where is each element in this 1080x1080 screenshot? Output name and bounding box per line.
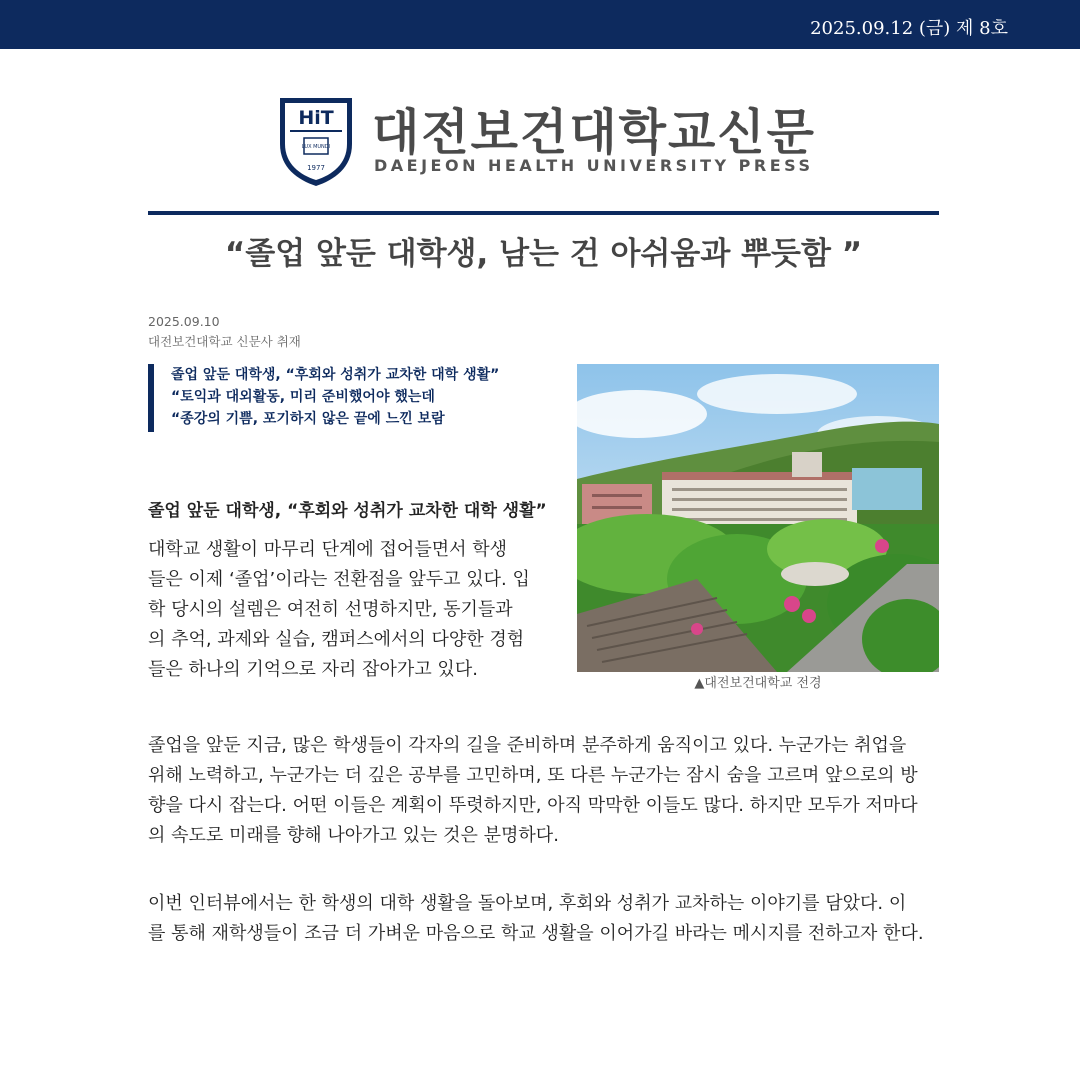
summary-line: “종강의 기쁨, 포기하지 않은 끝에 느낀 보람 bbox=[171, 411, 445, 427]
university-shield-logo bbox=[276, 94, 356, 188]
paragraph-line: 의 속도로 미래를 향해 나아가고 있는 것은 분명하다. bbox=[148, 825, 559, 846]
article-headline: “졸업 앞둔 대학생, 남는 건 아쉬움과 뿌듯함 ” bbox=[224, 236, 863, 272]
logo-motto: LUX MUNDI bbox=[301, 144, 331, 150]
top-bar bbox=[0, 0, 1080, 49]
paragraph-line: 들은 이제 ‘졸업’이라는 전환점을 앞두고 있다. 입 bbox=[148, 569, 530, 590]
paper-subtitle: DAEJEON HEALTH UNIVERSITY PRESS bbox=[374, 156, 814, 175]
logo-text: HiT bbox=[298, 107, 334, 129]
body-paragraph-1 bbox=[148, 535, 548, 685]
paragraph-line: 위해 노력하고, 누군가는 더 깊은 공부를 고민하며, 또 다른 누군가는 잠시 숨을 고르며 앞으로의 방 bbox=[148, 765, 918, 786]
summary-line: “토익과 대외활동, 미리 준비했어야 했는데 bbox=[171, 389, 435, 405]
article-source: 대전보건대학교 신문사 취재 bbox=[148, 334, 301, 349]
paragraph-line: 의 추억, 과제와 실습, 캠퍼스에서의 다양한 경험 bbox=[148, 629, 525, 650]
paragraph-line: 들은 하나의 기억으로 자리 잡아가고 있다. bbox=[148, 659, 478, 680]
paragraph-line: 졸업을 앞둔 지금, 많은 학생들이 각자의 길을 준비하며 분주하게 움직이고 있다. 누군가는 취업을 bbox=[148, 735, 907, 756]
paragraph-line: 대학교 생활이 마무리 단계에 접어들면서 학생 bbox=[148, 539, 507, 560]
photo-caption: ▲대전보건대학교 전경 bbox=[694, 676, 822, 691]
campus-photo-illustration bbox=[577, 364, 939, 672]
paragraph-line: 향을 다시 잡는다. 어떤 이들은 계획이 뚜렷하지만, 아직 막막한 이들도 많다. 하지만 모두가 저마다 bbox=[148, 795, 918, 816]
body-paragraph-3 bbox=[148, 889, 943, 949]
summary-box bbox=[148, 364, 528, 432]
logo-year: 1977 bbox=[307, 164, 325, 172]
masthead bbox=[276, 94, 816, 190]
summary-line: 졸업 앞둔 대학생, “후회와 성취가 교차한 대학 생활” bbox=[171, 367, 500, 383]
issue-info: 2025.09.12 (금) 제 8호 bbox=[810, 18, 1008, 39]
paragraph-line: 를 통해 재학생들이 조금 더 가벼운 마음으로 학교 생활을 이어가길 바라는 메시지를 전하고자 한다. bbox=[148, 923, 924, 944]
body-paragraph-2 bbox=[148, 731, 943, 851]
paragraph-line: 이번 인터뷰에서는 한 학생의 대학 생활을 돌아보며, 후회와 성취가 교차하는 이야기를 담았다. 이 bbox=[148, 893, 907, 914]
paper-name: 대전보건대학교신문 bbox=[372, 104, 817, 161]
campus-photo bbox=[577, 364, 939, 672]
article-date: 2025.09.10 bbox=[148, 314, 220, 329]
masthead-divider bbox=[148, 211, 939, 215]
paragraph-line: 학 당시의 설렘은 여전히 선명하지만, 동기들과 bbox=[148, 599, 513, 620]
section-subheading: 졸업 앞둔 대학생, “후회와 성취가 교차한 대학 생활” bbox=[148, 501, 547, 521]
